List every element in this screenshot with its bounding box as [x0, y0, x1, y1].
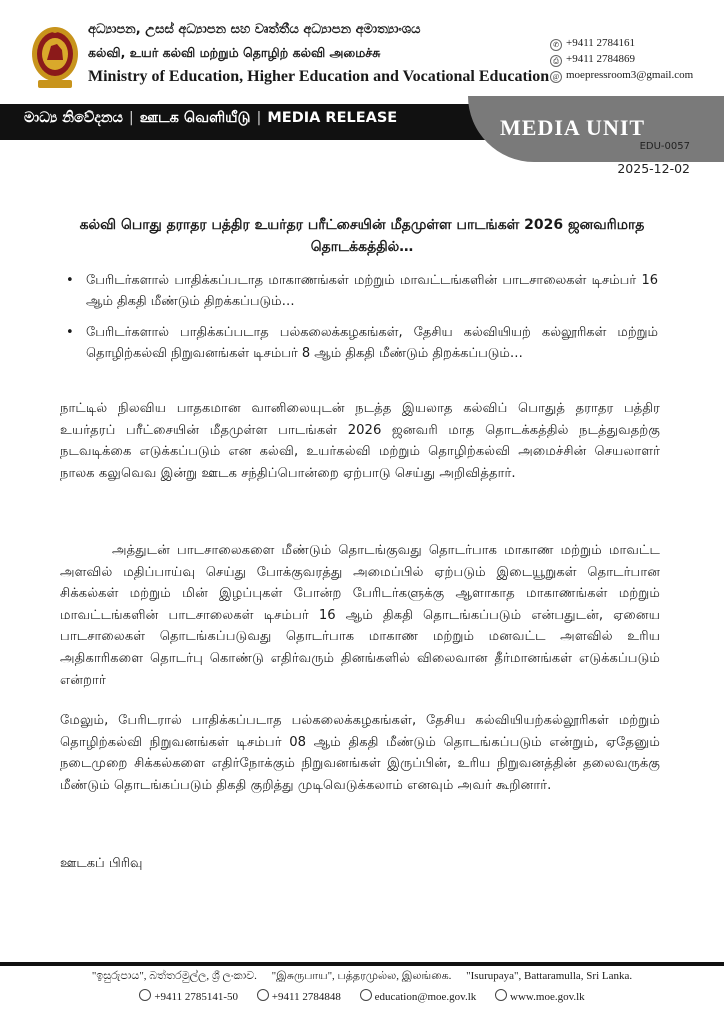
- phone-icon: ✆: [550, 39, 562, 51]
- release-title: கல்வி பொது தராதர பத்திர உயர்தர பரீட்சையின் மீதமுள்ள பாடங்கள் 2026 ஜனவரிமாத தொடக்கத்தில்…: [79, 217, 645, 255]
- body-paragraph-2: அத்துடன் பாடசாலைகளை மீண்டும் தொடங்குவது தொடர்பாக மாகாண மற்றும் மாவட்ட அளவில் மதிப்பாய்வு செய்து போக்குவரத்து அமைப்பில் ஏற்படும் இடையூறுகள் தொடர்பான சிக்கல்கள் மற்றும் மின் இழப்புகள் போன்ற பேரிடர்களுக்கு ஆளாகாத மாகாணங்கள் மற்றும் மாவட்டங்களின் பாடசாலைகள் டிசம்பர் 16 ஆம் திகதி தொடங்கப்படும் என்பதுடன், ஏனைய பாடசாலைகள் தொடங்கப்படுவது தொடர்பாக மாகாண மற்றும் மனவட்ட அளவில் உரிய அதிகாரிகளை தொடர்பு கொண்டு எதிர்வரும் தினங்களில் விலைவான தீர்மானங்கள் எடுக்கப்படும் என்றார்: [60, 543, 660, 688]
- footer-address: [0, 970, 724, 984]
- media-unit-label: MEDIA UNIT: [500, 115, 646, 140]
- signature: ஊடகப் பிரிவு: [60, 856, 143, 871]
- body-paragraph-3: மேலும், பேரிடரால் பாதிக்கப்படாத பல்கலைக்கழகங்கள், தேசிய கல்வியியற்கல்லூரிகள் மற்றும் தொழிற்கல்வி நிறுவனங்கள் டிசம்பர் 08 ஆம் திகதி மீண்டும் தொடங்கப்படும் என்றும், ஏதேனும் நடைமுறை சிக்கல்களை எதிர்நோக்கும் நிறுவனங்கள் இருப்பின், உரிய நிறுவனத்தின் தலைவருக்கு மீண்டும் தொடங்கப்படும் திகதி குறித்து முடிவெடுக்கலாம் எனவும் அவர் கூறினார்.: [60, 713, 660, 793]
- list-item: • பேரிடர்களால் பாதிக்கப்படாத பல்கலைக்கழகங்கள், தேசிய கல்வியியற் கல்லூரிகள் மற்றும் தொழிற்கல்வி நிறுவனங்கள் டிசம்பர் 8 ஆம் திகதி மீண்டும் திறக்கப்படும்…: [86, 322, 658, 364]
- footer-divider: [0, 962, 724, 966]
- banner-english: MEDIA RELEASE: [267, 110, 398, 126]
- header-phone-2: +9411 2784869: [566, 53, 636, 65]
- address-tamil: "இசுருபாய", பத்தரமுல்ல, இலங்கை.: [271, 970, 452, 982]
- release-date: 2025-12-02: [617, 161, 690, 176]
- highlights-list: [86, 270, 658, 374]
- header-email[interactable]: moepressroom3@gmail.com: [566, 69, 694, 81]
- footer-email[interactable]: education@moe.gov.lk: [374, 991, 477, 1003]
- footer-contacts: [0, 989, 724, 1003]
- banner-tamil: ஊடக வெளியீடு: [139, 110, 251, 126]
- fax-icon: ⎙: [550, 55, 562, 67]
- phone-icon: [139, 989, 151, 1001]
- footer-website[interactable]: www.moe.gov.lk: [510, 991, 585, 1003]
- address-sinhala: "ඉසුරුපාය", බත්තරමුල්ල, ශ්‍රී ලංකාව.: [91, 970, 257, 982]
- email-icon: @: [550, 71, 562, 83]
- document-id: EDU-0057: [639, 141, 690, 152]
- footer-phone: +9411 2785141-50: [154, 991, 239, 1003]
- letterhead: [0, 0, 724, 100]
- header-contacts: [550, 35, 693, 83]
- ministry-name-english: Ministry of Education, Higher Education and Vocational Education: [88, 68, 550, 85]
- list-item: • பேரிடர்களால் பாதிக்கப்படாத மாகாணங்கள் மற்றும் மாவட்டங்களின் பாடசாலைகள் டிசம்பர் 16 ஆம் திகதி மீண்டும் திறக்கப்படும்…: [86, 270, 658, 312]
- national-emblem-icon: [30, 24, 80, 90]
- header-phone-1: +9411 2784161: [566, 37, 636, 49]
- footer-fax: +9411 2784848: [271, 991, 341, 1003]
- media-release-label: මාධ්‍ය නිවේදනය | ஊடக வெளியீடு | MEDIA RELEASE: [24, 110, 398, 126]
- address-english: "Isurupaya", Battaramulla, Sri Lanka.: [466, 970, 633, 982]
- body-paragraph-1: நாட்டில் நிலவிய பாதகமான வானிலையுடன் நடத்த இயலாத கல்விப் பொதுத் தராதர பத்திர உயர்தரப் பரீட்சையின் மீதமுள்ள பாடங்கள் 2026 ஜனவரி மாத தொடக்கத்தில் நடத்துவதற்கு நடவடிக்கை எடுக்கப்படும் என கல்வி, உயர்கல்வி மற்றும் தொழிற்கல்வி அமைச்சின் செயலாளர் நாலக கலுவெவ இன்று ஊடக சந்திப்பொன்றை ஏற்பாடு செய்து அறிவித்தார்.: [60, 401, 660, 481]
- fax-icon: [257, 989, 269, 1001]
- ministry-name-tamil: கல்வி, உயர் கல்வி மற்றும் தொழிற் கல்வி அமைச்சு: [88, 45, 381, 60]
- ministry-name-sinhala: අධ්‍යාපන, උසස් අධ්‍යාපන සහ වෘත්තීය අධ්‍යාපන අමාත්‍යාංශය: [88, 22, 421, 37]
- globe-icon: [495, 989, 507, 1001]
- email-icon: [360, 989, 372, 1001]
- banner-sinhala: මාධ්‍ය නිවේදනය: [24, 110, 123, 126]
